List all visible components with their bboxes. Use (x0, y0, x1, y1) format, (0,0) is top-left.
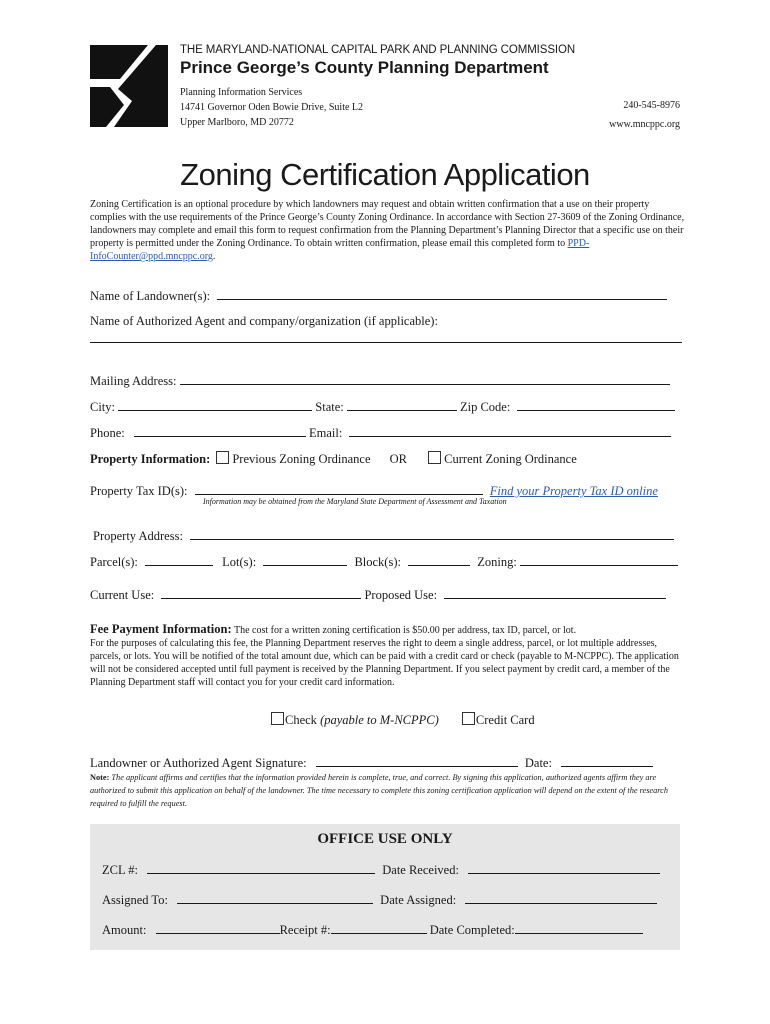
phone-row (90, 425, 671, 441)
block-field[interactable] (408, 554, 470, 566)
date-received-label: Date Received: (382, 863, 459, 877)
note-text: The applicant affirms and certifies that the information provided herein is complete, true, and correct. By signing this application, authorized agents affirm they are authorized to submit this application on behalf of the landowner. The time necessary to complete this zoning certification application will depend on the extent of the research required to fulfill the request. (90, 773, 669, 808)
address-line: Planning Information Services (180, 87, 303, 98)
department-address (180, 85, 363, 130)
email-label: Email: (308, 426, 343, 440)
credit-card-checkbox[interactable] (462, 712, 475, 725)
property-address-field[interactable] (190, 528, 674, 540)
signature-row (90, 755, 653, 771)
landowner-field[interactable] (217, 288, 667, 300)
address-line: Upper Marlboro, MD 20772 (180, 117, 294, 128)
tax-id-note: Information may be obtained from the Maryland State Department of Assessment and Taxation (203, 497, 507, 506)
credit-card-label: Credit Card (475, 713, 535, 727)
previous-ordinance-label: Previous Zoning Ordinance (232, 452, 371, 466)
phone-label: Phone: (90, 426, 125, 440)
mailing-row (90, 373, 670, 389)
fee-section (90, 623, 690, 689)
assigned-to-field[interactable] (177, 892, 373, 904)
amount-label: Amount: (102, 923, 147, 937)
current-use-field[interactable] (161, 587, 361, 599)
tax-id-label: Property Tax ID(s): (90, 484, 188, 498)
website: www.mncppc.org (609, 119, 680, 130)
current-ordinance-label: Current Zoning Ordinance (444, 452, 577, 466)
use-row (90, 587, 666, 603)
date-assigned-field[interactable] (465, 892, 657, 904)
assigned-row (102, 892, 657, 908)
proposed-use-label: Proposed Use: (364, 588, 438, 602)
office-use-box (90, 824, 680, 950)
signature-date-field[interactable] (561, 755, 653, 767)
or-label: OR (389, 452, 408, 466)
signature-field[interactable] (316, 755, 518, 767)
parcel-field[interactable] (145, 554, 213, 566)
assigned-to-label: Assigned To: (102, 893, 168, 907)
date-completed-field[interactable] (515, 922, 643, 934)
parcel-row (90, 554, 678, 570)
zcl-label: ZCL #: (102, 863, 138, 877)
mailing-label: Mailing Address: (90, 374, 177, 388)
payment-options (271, 712, 535, 728)
email-field[interactable] (349, 425, 671, 437)
intro-text: Zoning Certification is an optional procedure by which landowners may request and obtain written confirmation that a use on their property complies with the use requirements of the Prince George’s County Zoning Ordinance. In accordance with Section 27-3609 of the Zoning Ordinance, landowners may complete and email this form to request confirmation from the Planning Department’s Planning Director that a specific use on their property is permitted under the Zoning Ordinance. To obtain written confirmation, please email this completed form to (90, 199, 685, 249)
property-info-label: Property Information: (90, 452, 211, 466)
check-checkbox[interactable] (271, 712, 284, 725)
state-field[interactable] (347, 399, 457, 411)
landowner-row (90, 288, 667, 304)
agent-label: Name of Authorized Agent and company/organization (if applicable): (90, 314, 438, 328)
commission-name: THE MARYLAND-NATIONAL CAPITAL PARK AND PLANNING COMMISSION (180, 44, 576, 56)
previous-ordinance-checkbox[interactable] (216, 451, 229, 464)
fee-text-first: The cost for a written zoning certification is $50.00 per address, tax ID, parcel, or lot. (231, 625, 577, 636)
receipt-field[interactable] (331, 922, 427, 934)
tax-id-field[interactable] (195, 483, 483, 495)
property-address-row (93, 528, 674, 544)
block-label: Block(s): (354, 555, 401, 569)
city-field[interactable] (118, 399, 312, 411)
mncppc-logo (90, 45, 168, 127)
phone-number: 240-545-8976 (623, 100, 680, 111)
agent-field[interactable] (90, 342, 682, 343)
zcl-row (102, 862, 660, 878)
amount-row (102, 922, 643, 938)
fee-heading: Fee Payment Information: (90, 622, 232, 636)
current-use-label: Current Use: (90, 588, 155, 602)
date-assigned-label: Date Assigned: (380, 893, 457, 907)
zip-field[interactable] (517, 399, 675, 411)
property-info-row (90, 451, 577, 467)
zoning-label: Zoning: (477, 555, 517, 569)
parcel-label: Parcel(s): (90, 555, 138, 569)
current-ordinance-checkbox[interactable] (428, 451, 441, 464)
city-label: City: (90, 400, 116, 414)
zcl-field[interactable] (147, 862, 375, 874)
mailing-field[interactable] (180, 373, 670, 385)
date-received-field[interactable] (468, 862, 660, 874)
phone-field[interactable] (134, 425, 306, 437)
signature-label: Landowner or Authorized Agent Signature: (90, 756, 307, 770)
receipt-label: Receipt #: (279, 923, 331, 937)
signature-date-label: Date: (524, 756, 552, 770)
office-use-title: OFFICE USE ONLY (317, 831, 453, 847)
check-note: (payable to M-NCPPC) (316, 713, 439, 727)
date-completed-label: Date Completed: (429, 923, 515, 937)
contact-info (540, 96, 680, 134)
amount-field[interactable] (156, 922, 280, 934)
landowner-label: Name of Landowner(s): (90, 289, 211, 303)
email-link[interactable]: PPD-InfoCounter@ppd.mncppc.org (90, 238, 590, 262)
zoning-field[interactable] (520, 554, 678, 566)
intro-end: . (212, 251, 216, 262)
signature-note (90, 771, 685, 810)
property-address-label: Property Address: (93, 529, 183, 543)
proposed-use-field[interactable] (444, 587, 666, 599)
fee-text: For the purposes of calculating this fee, the Planning Department reserves the right to deem a single address, parcel, or lot multiple addresses, parcels, or lots. You will be notified of the total amount due, which can be paid with a credit card or check (payable to M-NCPPC). The application will not be considered accepted until full payment is received by the Planning Department. If you select payment by credit card, a member of the Planning Department staff will contact you for your credit card information. (90, 638, 679, 688)
lot-field[interactable] (263, 554, 347, 566)
zip-label: Zip Code: (459, 400, 511, 414)
tax-id-link[interactable]: Find your Property Tax ID online (489, 484, 658, 498)
check-label: Check (285, 713, 317, 727)
address-line: 14741 Governor Oden Bowie Drive, Suite L2 (180, 102, 364, 113)
page-title: Zoning Certification Application (180, 157, 590, 192)
department-name: Prince George’s County Planning Department (180, 58, 549, 77)
lot-label: Lot(s): (222, 555, 257, 569)
state-label: State: (315, 400, 344, 414)
city-row (90, 399, 675, 415)
intro-paragraph (90, 198, 685, 263)
note-label: Note: (90, 773, 110, 782)
